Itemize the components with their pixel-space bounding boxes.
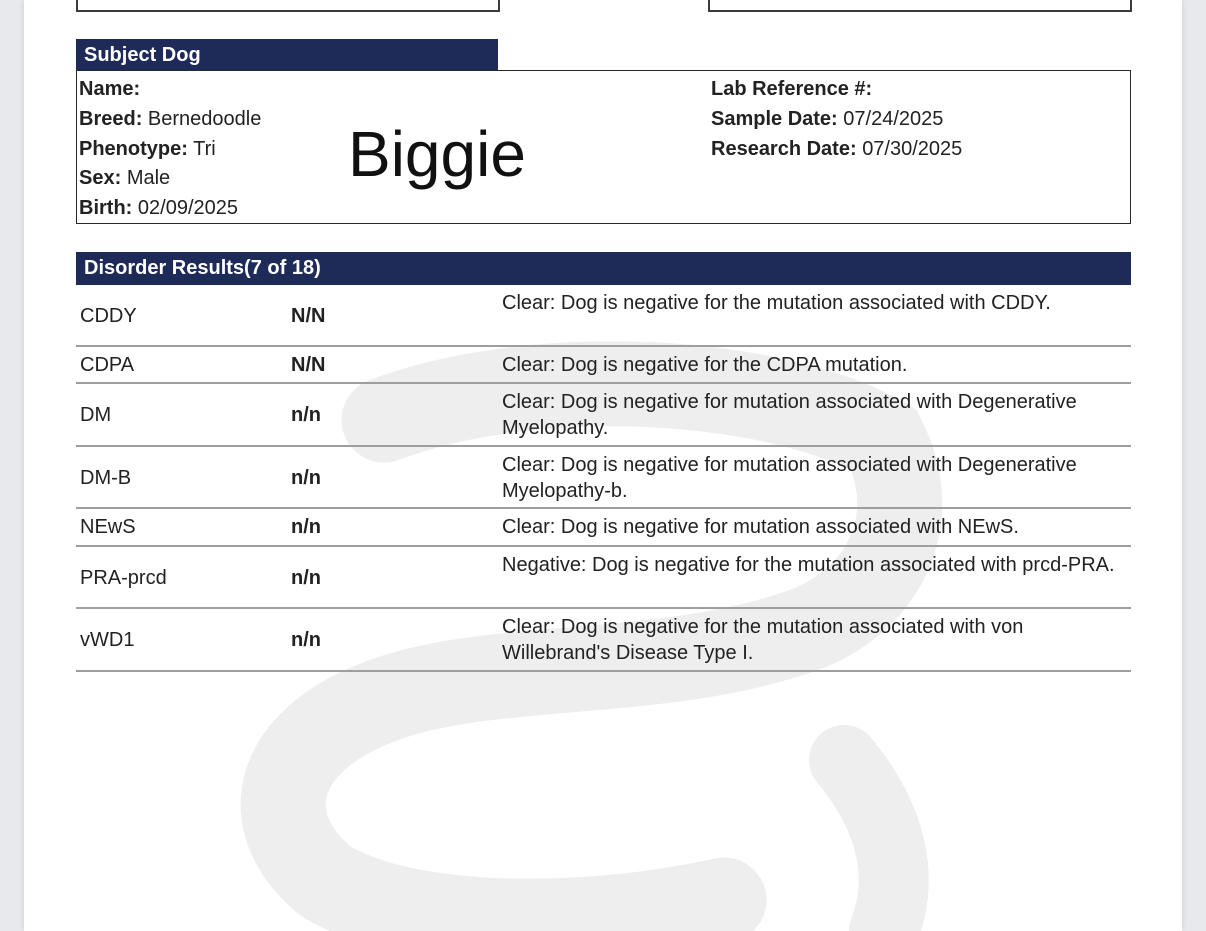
result-description: Clear: Dog is negative for mutation associated with Degenerative Myelopathy-b. <box>502 454 1077 502</box>
top-box-right <box>708 0 1132 12</box>
result-description: Negative: Dog is negative for the mutation associated with prcd-PRA. <box>502 554 1115 576</box>
genotype: N/N <box>291 305 326 327</box>
disorder-results-header: Disorder Results(7 of 18) <box>76 252 1131 285</box>
breed-label: Breed: <box>79 108 143 130</box>
genotype: n/n <box>291 404 321 426</box>
table-row <box>76 384 1131 447</box>
result-description: Clear: Dog is negative for mutation associated with NEwS. <box>502 516 1019 538</box>
disorder-name: DM-B <box>80 467 132 489</box>
research-date-value: 07/30/2025 <box>862 138 963 160</box>
table-row <box>76 347 1131 384</box>
disorder-name: DM <box>80 404 112 426</box>
breed-value: Bernedoodle <box>147 108 262 130</box>
result-description: Clear: Dog is negative for the mutation associated with CDDY. <box>502 292 1051 314</box>
genotype: n/n <box>291 629 321 651</box>
genotype: n/n <box>291 567 321 589</box>
phenotype-label: Phenotype: <box>79 138 188 160</box>
table-row <box>76 547 1131 609</box>
birth-field <box>79 196 238 220</box>
result-description: Clear: Dog is negative for mutation associated with Degenerative Myelopathy. <box>502 391 1077 439</box>
birth-value: 02/09/2025 <box>137 197 238 219</box>
sex-label: Sex: <box>79 167 122 189</box>
disorder-name: CDPA <box>80 354 135 376</box>
lab-reference-field <box>711 77 942 101</box>
sample-date-field <box>711 107 943 131</box>
name-field <box>79 77 390 101</box>
table-row <box>76 447 1131 509</box>
lab-reference-label: Lab Reference #: <box>711 78 873 100</box>
result-description: Clear: Dog is negative for the CDPA mutation. <box>502 354 908 376</box>
sex-value: Male <box>126 167 171 189</box>
table-row <box>76 509 1131 547</box>
genotype: n/n <box>291 467 321 489</box>
sex-field <box>79 166 170 190</box>
breed-field <box>79 107 261 131</box>
result-description: Clear: Dog is negative for the mutation associated with von Willebrand's Disease Type I. <box>502 616 1024 664</box>
sample-date-label: Sample Date: <box>711 108 838 130</box>
table-row <box>76 285 1131 347</box>
disorder-name: NEwS <box>80 516 136 538</box>
birth-label: Birth: <box>79 197 133 219</box>
disorder-results-table <box>76 285 1131 672</box>
report-page <box>24 0 1182 931</box>
genotype: N/N <box>291 354 326 376</box>
disorder-name: CDDY <box>80 305 137 327</box>
research-date-field <box>711 137 962 161</box>
dog-name-overlay: Biggie <box>348 118 526 190</box>
redacted-name <box>140 79 390 101</box>
sample-date-value: 07/24/2025 <box>843 108 944 130</box>
phenotype-value: Tri <box>193 138 216 160</box>
research-date-label: Research Date: <box>711 138 857 160</box>
disorder-name: vWD1 <box>80 629 135 651</box>
table-row <box>76 609 1131 672</box>
disorder-name: PRA-prcd <box>80 567 167 589</box>
name-label: Name: <box>79 78 141 100</box>
genotype: n/n <box>291 516 321 538</box>
redacted-lab-reference <box>872 79 942 101</box>
phenotype-field <box>79 137 216 161</box>
subject-dog-header: Subject Dog <box>76 39 498 71</box>
top-box-left <box>76 0 500 12</box>
